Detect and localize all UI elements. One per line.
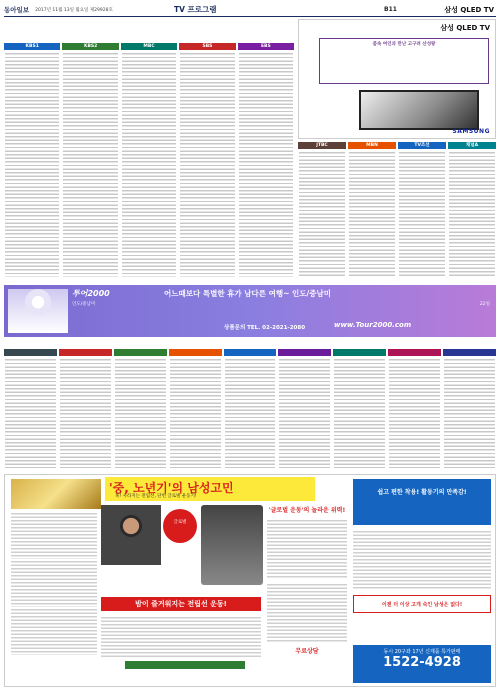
listing-body (388, 356, 441, 469)
grid-caption-strip (4, 340, 496, 346)
ad-middle-column (267, 505, 347, 683)
ad-subline: 혹! 사라지는 전립선, 단번 글로벌 운동기! (115, 494, 197, 499)
channel-header (59, 349, 112, 356)
channel-column-kbs1 (4, 43, 60, 278)
ad-feature-box (319, 38, 489, 84)
channel-column (114, 349, 167, 469)
channel-header: 채널A (448, 142, 496, 149)
ad-subline: 인도/중남미 (72, 302, 96, 307)
ad-body-text (101, 615, 261, 657)
header-brand: 삼성 QLED TV (444, 5, 494, 14)
tv-image (359, 90, 479, 130)
channel-column (169, 349, 222, 469)
channel-header: JTBC (298, 142, 346, 149)
channel-header: TV조선 (398, 142, 446, 149)
ad-url[interactable]: www.Tour2000.com (334, 321, 412, 329)
order-phone-box[interactable] (353, 645, 491, 683)
channel-header (224, 349, 277, 356)
ad-body-text (267, 582, 347, 642)
listing-body (179, 50, 235, 278)
channel-header (4, 349, 57, 356)
newspaper-logo: 동아일보 (4, 6, 30, 14)
channel-header (169, 349, 222, 356)
channel-column-channela (448, 142, 496, 278)
channel-column (224, 349, 277, 469)
doctor-photo (101, 505, 161, 565)
taj-mahal-image (8, 289, 68, 333)
channel-header: MBN (348, 142, 396, 149)
ad-date: 22일 (479, 302, 490, 307)
listing-body (398, 149, 446, 278)
channel-column-sbs (179, 43, 235, 278)
ad-left-column (11, 511, 97, 683)
channel-column-ebs (238, 43, 294, 278)
ad-cta[interactable]: 무료상담 (295, 648, 319, 655)
listing-body (4, 356, 57, 469)
listing-body (238, 50, 294, 278)
ad-body-text (11, 607, 97, 655)
channel-header (333, 349, 386, 356)
channel-column (59, 349, 112, 469)
ad-body-text (267, 518, 347, 578)
ad-callout: 이젠 더 이상 고개 숙인 남성은 없다! (353, 595, 491, 613)
channel-header (443, 349, 496, 356)
channel-column-mbc (121, 43, 177, 278)
channel-column-jtbc (298, 142, 346, 278)
channel-column-mbn (348, 142, 396, 278)
phone-number[interactable]: 1522-4928 (383, 655, 461, 670)
listing-body (348, 149, 396, 278)
ad-title: 삼성 QLED TV (440, 24, 490, 32)
ad-headline: '중, 노년기'의 남성고민 (109, 481, 234, 495)
channel-column (388, 349, 441, 469)
channel-column (278, 349, 331, 469)
ad-feature-heading: 품속 여인과 만난 고구려 산성왕 (372, 42, 436, 47)
listing-body (278, 356, 331, 469)
channel-header: EBS (238, 43, 294, 50)
listing-body (224, 356, 277, 469)
tour2000-ad[interactable] (4, 285, 496, 337)
ad-phone: 상품문의 TEL. 02-2021-2080 (224, 325, 306, 331)
channel-header (114, 349, 167, 356)
channel-header (388, 349, 441, 356)
channel-header: MBC (121, 43, 177, 50)
channel-header: KBS2 (62, 43, 118, 50)
ad-brand: 투어2000 (72, 289, 110, 298)
masthead (4, 3, 496, 17)
issue-date: 2017년 11월 13일 월요일 제29928호 (35, 7, 113, 13)
schedule-grid-right (298, 142, 496, 278)
page-number: B11 (384, 6, 397, 13)
section-title: TV 프로그램 (174, 5, 217, 14)
product-image (201, 505, 263, 585)
channel-column-tvchosun (398, 142, 446, 278)
tv-legend (4, 19, 304, 39)
listing-body (4, 50, 60, 278)
listing-body (298, 149, 346, 278)
health-product-ad[interactable] (4, 474, 496, 687)
channel-header: SBS (179, 43, 235, 50)
ad-body-text (11, 559, 97, 607)
samsung-tv-ad[interactable] (298, 19, 496, 139)
ad-red-bar: 밤이 즐거워지는 전립선 운동! (101, 597, 261, 611)
ad-banner (105, 477, 315, 501)
channel-column (4, 349, 57, 469)
listing-body (59, 356, 112, 469)
schedule-grid-bottom (4, 349, 496, 469)
ad-body-text (11, 511, 97, 559)
channel-column-kbs2 (62, 43, 118, 278)
ad-mid-heading: '글로벌 운동'의 놀라운 위력! (268, 507, 346, 514)
ad-blue-box: 쉽고 편한 착용! 활동기의 만족감! (353, 479, 491, 525)
channel-header (278, 349, 331, 356)
ad-feature-list (353, 529, 491, 589)
ad-headline: 어느때보다 특별한 휴가 남다른 여행~ 인도/중남미 (164, 289, 331, 298)
listing-body (443, 356, 496, 469)
listing-body (62, 50, 118, 278)
listing-body (169, 356, 222, 469)
listing-body (114, 356, 167, 469)
channel-header: KBS1 (4, 43, 60, 50)
award-badge: 글로벌 (163, 509, 197, 543)
schedule-grid-top (4, 43, 294, 278)
listing-body (333, 356, 386, 469)
product-image-gold (11, 479, 101, 509)
phone-label: 동시 20구좌 17년 신제품 특가판매 (383, 649, 461, 655)
listing-body (448, 149, 496, 278)
listing-body (121, 50, 177, 278)
channel-column (443, 349, 496, 469)
ad-green-bar (125, 661, 245, 669)
channel-column (333, 349, 386, 469)
samsung-logo: SAMSUNG (452, 128, 490, 135)
